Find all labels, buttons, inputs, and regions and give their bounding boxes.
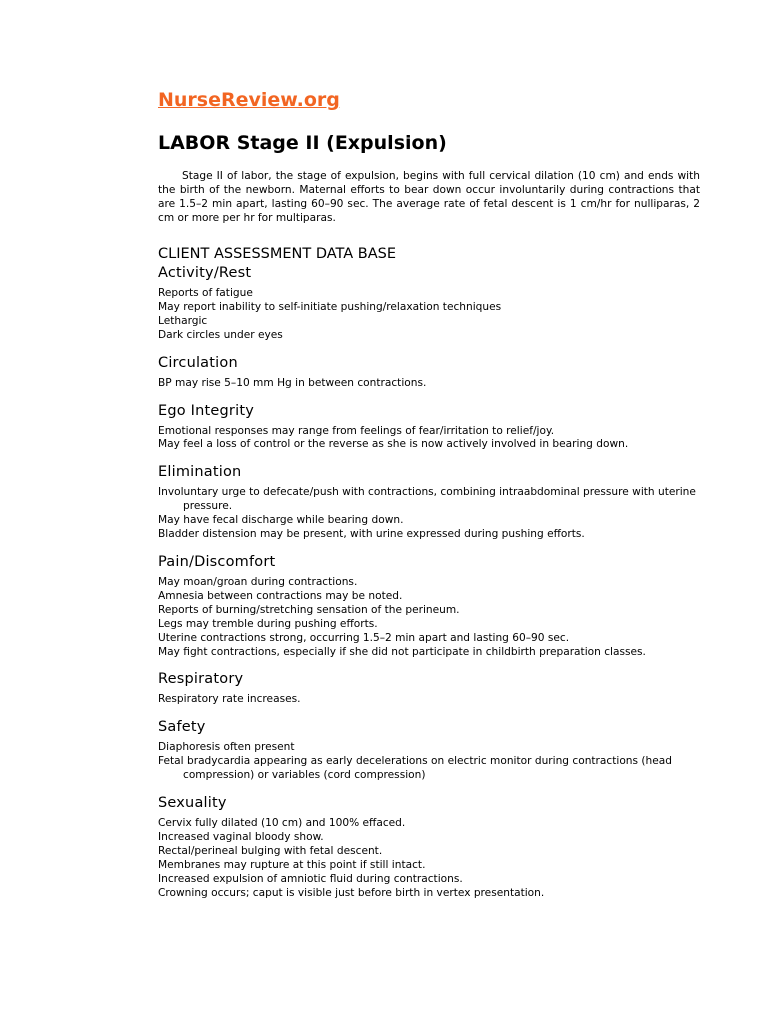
section-title: CLIENT ASSESSMENT DATA BASE [158,246,397,262]
list-item: Membranes may rupture at this point if still intact. [158,858,426,871]
list-item: Fetal bradycardia appearing as early decelerations on electric monitor during contractions (head compression) or variables (cord compression) [158,755,672,782]
subsection-heading: Pain/Discomfort [158,553,276,570]
assessment-section [158,552,700,659]
list-item: Amnesia between contractions may be noted. [158,589,403,602]
subsection-heading: Ego Integrity [158,402,254,419]
assessment-section [158,669,700,707]
list-item: Reports of burning/stretching sensation of the perineum. [158,603,460,616]
item-list [158,287,700,343]
list-item: Rectal/perineal bulging with fetal descent. [158,844,383,857]
list-item: May have fecal discharge while bearing down. [158,514,404,527]
list-item: Reports of fatigue [158,287,253,299]
list-item: May fight contractions, especially if she did not participate in childbirth preparation classes. [158,645,646,658]
list-item: Emotional responses may range from feelings of fear/irritation to relief/joy. [158,424,555,437]
assessment-sections [158,263,700,900]
list-item: Dark circles under eyes [158,328,283,341]
list-item: Uterine contractions strong, occurring 1.5–2 min apart and lasting 60–90 sec. [158,631,570,644]
item-list [158,817,700,900]
list-item: Increased expulsion of amniotic fluid during contractions. [158,872,463,885]
list-item: May feel a loss of control or the reverse as she is now actively involved in bearing down. [158,438,629,451]
item-list [158,693,700,707]
assessment-section [158,401,700,453]
list-item: Legs may tremble during pushing efforts. [158,617,378,630]
site-link[interactable]: NurseReview.org [158,89,340,111]
assessment-section [158,717,700,783]
subsection-heading: Sexuality [158,795,227,812]
assessment-section [158,462,700,542]
list-item: May report inability to self-initiate pushing/relaxation techniques [158,300,502,313]
list-item: May moan/groan during contractions. [158,575,358,588]
subsection-heading: Respiratory [158,671,244,688]
assessment-section [158,263,700,343]
list-item: BP may rise 5–10 mm Hg in between contractions. [158,376,427,389]
subsection-heading: Circulation [158,354,238,371]
list-item: Cervix fully dilated (10 cm) and 100% effaced. [158,817,406,830]
list-item: Diaphoresis often present [158,741,295,754]
subsection-heading: Elimination [158,464,242,481]
subsection-heading: Activity/Rest [158,265,252,281]
assessment-section [158,353,700,391]
item-list [158,377,700,391]
list-item: Involuntary urge to defecate/push with contractions, combining intraabdominal pressure with uterine pressure. [158,486,696,513]
list-item: Crowning occurs; caput is visible just before birth in vertex presentation. [158,886,545,899]
document-content [158,88,700,900]
subsection-heading: Safety [158,719,206,736]
item-list [158,486,700,542]
intro-paragraph: Stage II of labor, the stage of expulsion, begins with full cervical dilation (10 cm) and ends with the birth of the newborn. Maternal efforts to bear down occur involuntarily during contractions that are 1.5–2 min apart, lasting 60–90 sec. The average rate of fetal descent is 1 cm/hr for nulliparas, 2 cm or more per hr for multiparas. [158,170,700,224]
list-item: Increased vaginal bloody show. [158,830,324,843]
list-item: Lethargic [158,314,208,327]
page-title: LABOR Stage II (Expulsion) [158,132,447,154]
list-item: Bladder distension may be present, with urine expressed during pushing efforts. [158,528,585,541]
item-list [158,576,700,659]
item-list [158,425,700,453]
list-item: Respiratory rate increases. [158,693,301,706]
item-list [158,741,700,783]
assessment-section [158,793,700,900]
